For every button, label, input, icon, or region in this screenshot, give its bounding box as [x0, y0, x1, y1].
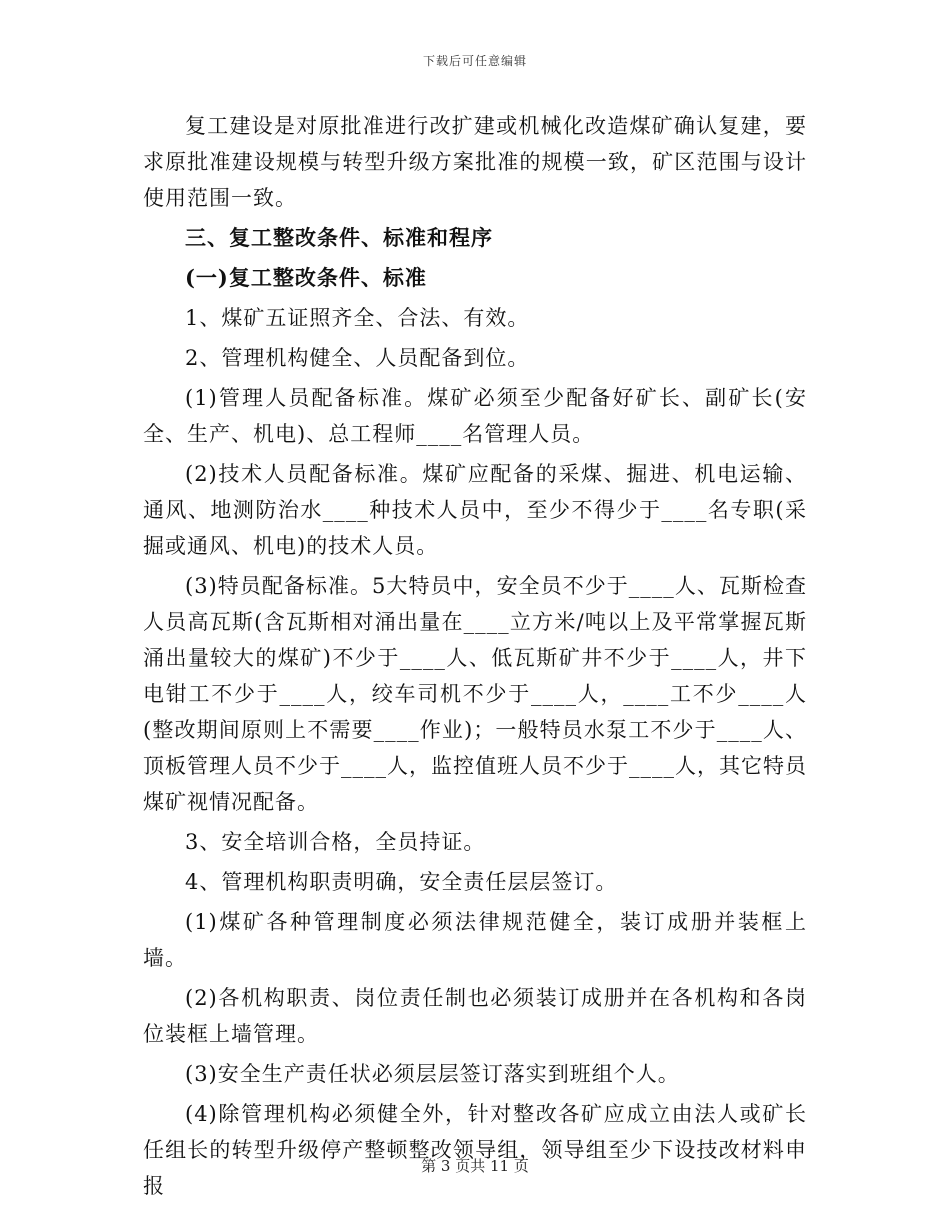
list-item: 1、煤矿五证照齐全、合法、有效。	[185, 306, 530, 330]
list-item: 2、管理机构健全、人员配备到位。	[185, 346, 530, 370]
section-heading: 三、复工整改条件、标准和程序	[185, 225, 493, 250]
list-item: (1)管理人员配备标准。煤矿必须至少配备好矿长、副矿长(安全、生产、机电)、总工程师____名管理人员。	[143, 386, 807, 446]
list-item: 3、安全培训合格，全员持证。	[185, 830, 486, 854]
list-item: (2)各机构职责、岗位责任制也必须装订成册并在各机构和各岗位装框上墙管理。	[143, 986, 807, 1046]
page-number: 第 3 页共 11 页	[421, 1157, 529, 1175]
list-item: (3)特员配备标准。5大特员中，安全员不少于____人、瓦斯检查人员高瓦斯(含瓦斯相对涌出量在____立方米/吨以上及平常掌握瓦斯涌出量较大的煤矿)不少于____人、低瓦斯矿井不少于____人，井下电钳工不少于____人，绞车司机不少于____人，____工不少____人(整改期间原则上不需要____作业)；一般特员水泵工不少于____人、顶板管理人员不少于____人，监控值班人员不少于____人，其它特员煤矿视情况配备。	[143, 574, 807, 814]
list-item: (4)除管理机构必须健全外，针对整改各矿应成立由法人或矿长任组长的转型升级停产整顿整改领导组，领导组至少下设技改材料申报	[143, 1102, 807, 1198]
subsection-heading: (一)复工整改条件、标准	[185, 265, 427, 290]
document-body	[143, 108, 807, 1204]
list-item: (2)技术人员配备标准。煤矿应配备的采煤、掘进、机电运输、通风、地测防治水____种技术人员中，至少不得少于____名专职(采掘或通风、机电)的技术人员。	[143, 462, 807, 558]
list-item: (1)煤矿各种管理制度必须法律规范健全，装订成册并装框上墙。	[143, 910, 807, 970]
header-note: 下载后可任意编辑	[422, 54, 527, 68]
list-item: 4、管理机构职责明确，安全责任层层签订。	[185, 870, 618, 894]
list-item: (3)安全生产责任状必须层层签订落实到班组个人。	[185, 1062, 680, 1086]
paragraph: 复工建设是对原批准进行改扩建或机械化改造煤矿确认复建，要求原批准建设规模与转型升级方案批准的规模一致，矿区范围与设计使用范围一致。	[143, 114, 807, 210]
